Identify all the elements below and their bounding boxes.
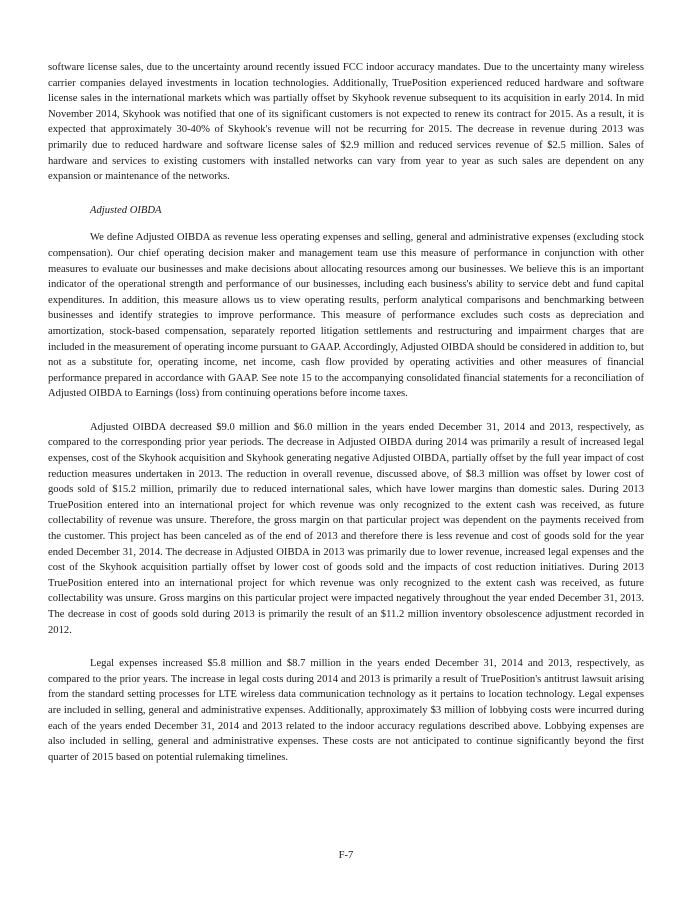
paragraph-oibda-definition: We define Adjusted OIBDA as revenue less operating expenses and selling, general and administrative expenses (excluding stock compensation). Our chief operating decision maker and management team use this measure of performance in conjunction with other measures to evaluate our businesses and make decisions about allocating resources among our businesses. We believe this is an important indicator of the operational strength and performance of our businesses, including each business's ability to service debt and fund capital expenditures. In addition, this measure allows us to view operating results, perform analytical comparisons and benchmarking between businesses and identify strategies to improve performance. This measure of performance excludes such costs as depreciation and amortization, stock-based compensation, separately reported litigation settlements and restructuring and impairment charges that are included in the measurement of operating income pursuant to GAAP. Accordingly, Adjusted OIBDA should be considered in addition to, but not as a substitute for, operating income, net income, cash flow provided by operating activities and other measures of financial performance prepared in accordance with GAAP. See note 15 to the accompanying consolidated financial statements for a reconciliation of Adjusted OIBDA to Earnings (loss) from continuing operations before income taxes. xyxy=(48,232,644,400)
document-body xyxy=(48,60,644,783)
section-heading-adjusted-oibda: Adjusted OIBDA xyxy=(90,204,162,216)
paragraph-legal-expenses: Legal expenses increased $5.8 million and $8.7 million in the years ended December 31, 2014 and 2013, respectively, as compared to the prior years. The increase in legal costs during 2014 and 2013 is primarily a result of TruePosition's antitrust lawsuit arising from the standard setting processes for LTE wireless data communication technology as it pertains to location technology. Legal expenses are included in selling, general and administrative expenses. Additionally, approximately $3 million of lobbying costs were incurred during each of the years ended December 31, 2014 and 2013 related to the indoor accuracy regulations described above. Lobbying expenses are also included in selling, general and administrative expenses. These costs are not anticipated to continue significantly beyond the first quarter of 2015 based on potential rulemaking timelines. xyxy=(48,658,644,763)
paragraph-revenue-continuation: software license sales, due to the uncertainty around recently issued FCC indoor accuracy mandates. Due to the uncertainty many wireless carrier companies delayed investments in location technologies. Additionally, TruePosition experienced reduced hardware and software license sales in the international markets which was partially offset by Skyhook revenue subsequent to its acquisition in early 2014. In mid November 2014, Skyhook was notified that one of its significant customers is not expected to renew its contract for 2015. As a result, it is expected that approximately 30-40% of Skyhook's revenue will not be recurring for 2015. The decrease in revenue during 2013 was primarily due to reduced hardware and software license sales of $2.9 million and reduced services revenue of $2.5 million. Sales of hardware and services to existing customers with installed networks can vary from year to year as such sales are dependent on any expansion or maintenance of the networks. xyxy=(48,62,644,183)
page-number: F-7 xyxy=(338,850,354,861)
paragraph-oibda-decrease: Adjusted OIBDA decreased $9.0 million and $6.0 million in the years ended December 31, 2014 and 2013, respectively, as compared to the corresponding prior year periods. The decrease in Adjusted OIBDA during 2014 was primarily a result of increased legal expenses, cost of the Skyhook acquisition and Skyhook generating negative Adjusted OIBDA, partially offset by the full year impact of cost reduction measures undertaken in 2013. The reduction in overall revenue, discussed above, of $8.3 million was offset by lower cost of goods sold of $15.2 million, primarily due to reduced international sales, which have lower margins than domestic sales. During 2013 TruePosition entered into an international project for which revenue was only recognized to the extent cash was received, as future collectability of revenue was unsure. Therefore, the gross margin on that particular project was dependent on the payments received from the customer. This project has been canceled as of the end of 2013 and therefore there is less revenue and cost of goods sold for the year ended December 31, 2014. The decrease in Adjusted OIBDA in 2013 was primarily due to lower revenue, increased legal expenses and the cost of the Skyhook acquisition partially offset by lower cost of goods sold and the impacts of cost reduction initiatives. During 2013 TruePosition entered into an international project for which revenue was only recognized to the extent cash was received, as future collectability was unsure. Gross margins on this particular project were impacted negatively throughout the year ended December 31, 2013. The decrease in cost of goods sold during 2013 is primarily the result of an $11.2 million inventory obsolescence adjustment recorded in 2012. xyxy=(48,421,644,636)
